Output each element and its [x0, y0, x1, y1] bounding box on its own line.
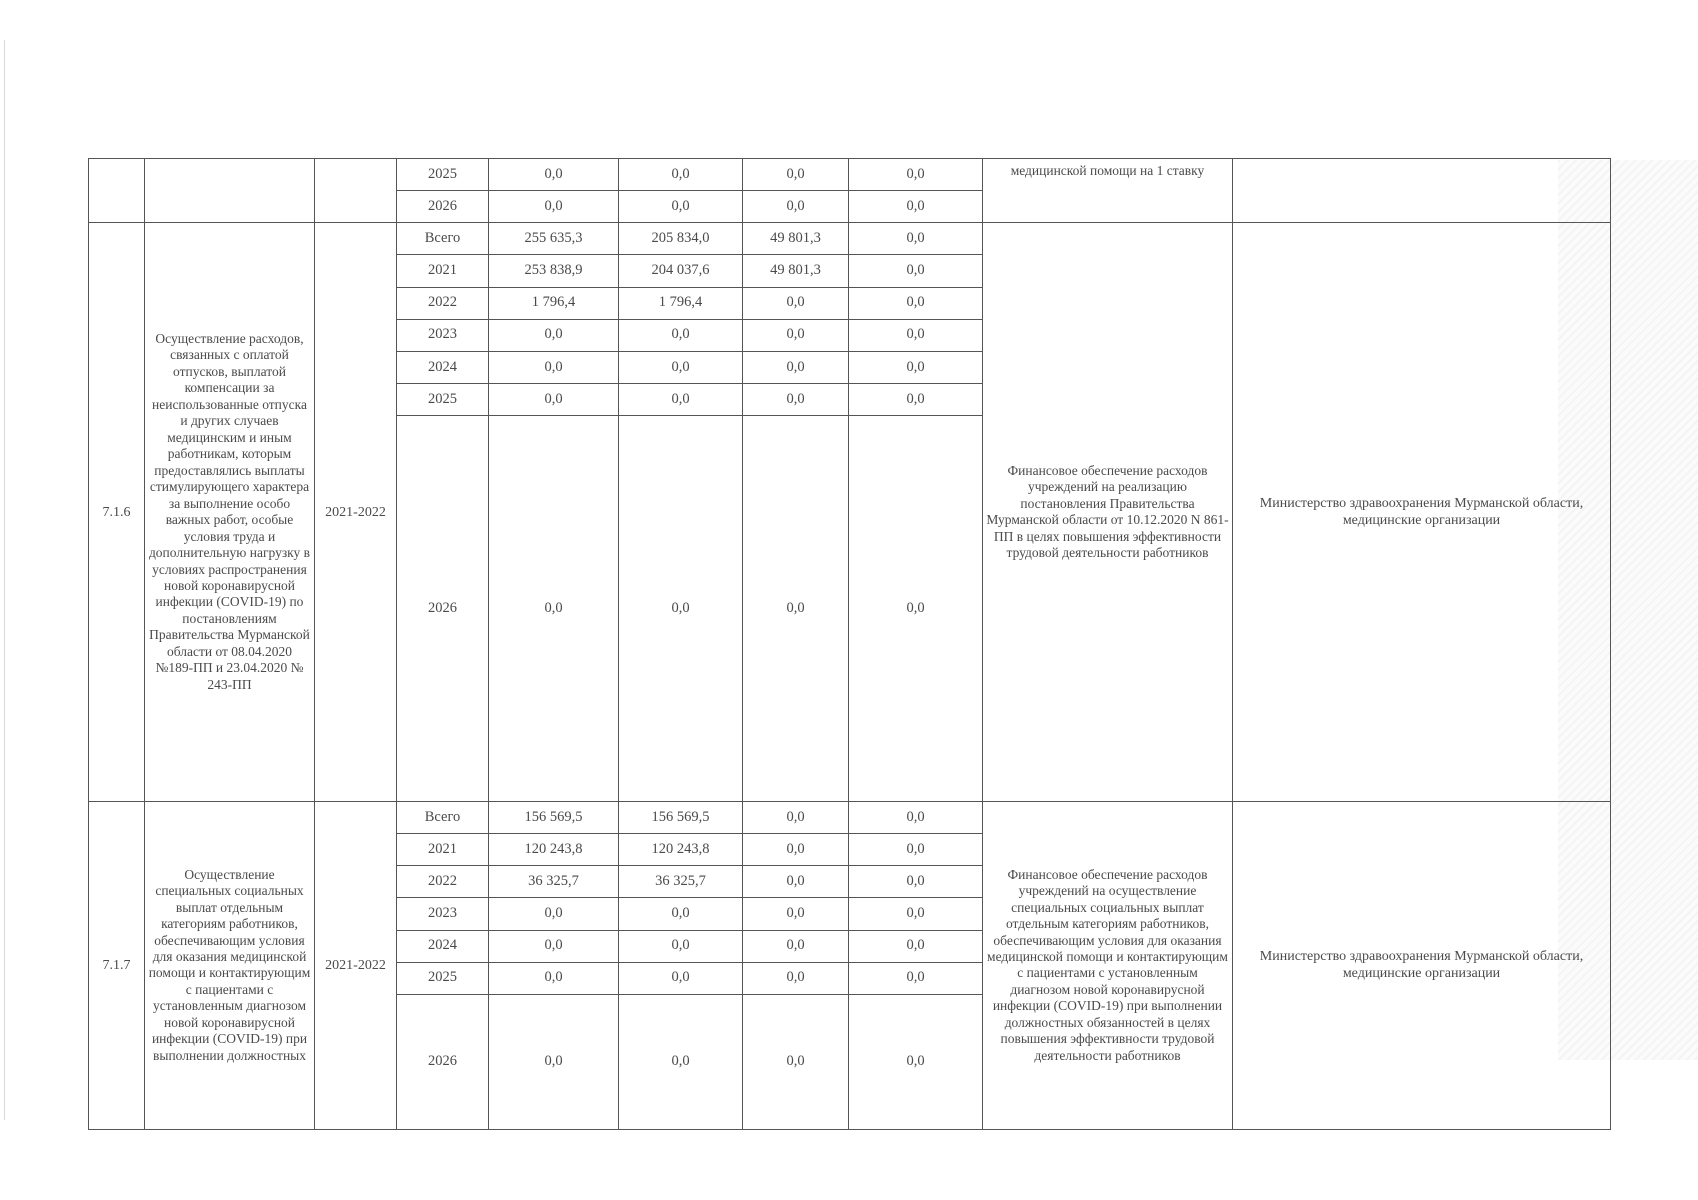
year-cell: 2022: [397, 287, 489, 319]
value-federal-cell: 0,0: [743, 962, 849, 994]
year-cell: 2026: [397, 994, 489, 1129]
value-federal-cell: 49 801,3: [743, 255, 849, 287]
item-name-cell: Осуществление специальных социальных выплат отдельным категориям работников, обеспечивающим условия для оказания медицинской помощи и контактирующим с пациентами с установленным диагнозом новой коронавирусной инфекции (COVID-19) при выполнении должностных: [145, 801, 315, 1129]
item-name-cell: Осуществление расходов, связанных с оплатой отпусков, выплатой компенсации за неиспользованные отпуска и других случаев медицинским и иным работникам, которым предоставлялись выплаты стимулирующего характера за выполнение особо важных работ, особые условия труда и дополнительную нагрузку в условиях распространения новой коронавирусной инфекции (COVID-19) по постановлениям Правительства Мурманской области от 08.04.2020 №189-ПП и 23.04.2020 № 243-ПП: [145, 223, 315, 802]
value-total-cell: 255 635,3: [489, 223, 619, 255]
value-federal-cell: 0,0: [743, 319, 849, 351]
value-other-cell: 0,0: [849, 319, 983, 351]
value-total-cell: 156 569,5: [489, 801, 619, 833]
value-regional-cell: 0,0: [619, 994, 743, 1129]
value-regional-cell: 0,0: [619, 319, 743, 351]
value-other-cell: 0,0: [849, 962, 983, 994]
value-total-cell: 120 243,8: [489, 834, 619, 866]
value-total-cell: 0,0: [489, 898, 619, 930]
value-regional-cell: 1 796,4: [619, 287, 743, 319]
year-cell: 2021: [397, 255, 489, 287]
executor-cell: Министерство здравоохранения Мурманской области, медицинские организации: [1233, 223, 1611, 802]
table-row: [89, 159, 1611, 191]
result-cell: медицинской помощи на 1 ставку: [983, 159, 1233, 223]
value-total-cell: 0,0: [489, 351, 619, 383]
value-regional-cell: 0,0: [619, 191, 743, 223]
value-regional-cell: 0,0: [619, 898, 743, 930]
value-regional-cell: 205 834,0: [619, 223, 743, 255]
value-federal-cell: 0,0: [743, 416, 849, 802]
item-number-cell: 7.1.6: [89, 223, 145, 802]
year-cell: 2024: [397, 351, 489, 383]
year-cell: 2026: [397, 416, 489, 802]
item-name-cell: [145, 159, 315, 223]
value-total-cell: 0,0: [489, 191, 619, 223]
value-federal-cell: 0,0: [743, 191, 849, 223]
executor-cell: [1233, 159, 1611, 223]
value-other-cell: 0,0: [849, 383, 983, 415]
value-other-cell: 0,0: [849, 287, 983, 319]
value-other-cell: 0,0: [849, 191, 983, 223]
value-total-cell: 0,0: [489, 159, 619, 191]
table-row: [89, 801, 1611, 833]
value-regional-cell: 120 243,8: [619, 834, 743, 866]
value-federal-cell: 0,0: [743, 930, 849, 962]
value-other-cell: 0,0: [849, 223, 983, 255]
value-federal-cell: 0,0: [743, 834, 849, 866]
value-federal-cell: 0,0: [743, 994, 849, 1129]
value-total-cell: 0,0: [489, 930, 619, 962]
year-cell: 2025: [397, 159, 489, 191]
value-federal-cell: 0,0: [743, 159, 849, 191]
value-other-cell: 0,0: [849, 994, 983, 1129]
executor-cell: Министерство здравоохранения Мурманской области, медицинские организации: [1233, 801, 1611, 1129]
scan-edge: [4, 40, 5, 1120]
item-period-cell: 2021-2022: [315, 223, 397, 802]
year-cell: 2021: [397, 834, 489, 866]
value-other-cell: 0,0: [849, 159, 983, 191]
value-federal-cell: 49 801,3: [743, 223, 849, 255]
result-cell: Финансовое обеспечение расходов учреждений на осуществление специальных социальных выплат отдельным категориям работников, обеспечивающим условия для оказания медицинской помощи и контактирующим с пациентами с установленным диагнозом новой коронавирусной инфекции (COVID-19) при выполнении должностных обязанностей в целях повышения эффективности трудовой деятельности работников: [983, 801, 1233, 1129]
value-other-cell: 0,0: [849, 255, 983, 287]
year-cell: 2024: [397, 930, 489, 962]
value-federal-cell: 0,0: [743, 383, 849, 415]
value-other-cell: 0,0: [849, 416, 983, 802]
item-period-cell: 2021-2022: [315, 801, 397, 1129]
value-regional-cell: 156 569,5: [619, 801, 743, 833]
value-regional-cell: 0,0: [619, 383, 743, 415]
value-total-cell: 0,0: [489, 994, 619, 1129]
value-total-cell: 0,0: [489, 962, 619, 994]
value-regional-cell: 0,0: [619, 416, 743, 802]
year-cell: 2025: [397, 962, 489, 994]
value-other-cell: 0,0: [849, 866, 983, 898]
year-cell: 2023: [397, 319, 489, 351]
value-regional-cell: 36 325,7: [619, 866, 743, 898]
value-other-cell: 0,0: [849, 801, 983, 833]
value-other-cell: 0,0: [849, 351, 983, 383]
value-regional-cell: 0,0: [619, 930, 743, 962]
value-other-cell: 0,0: [849, 834, 983, 866]
value-total-cell: 0,0: [489, 319, 619, 351]
value-regional-cell: 204 037,6: [619, 255, 743, 287]
value-federal-cell: 0,0: [743, 801, 849, 833]
item-number-cell: 7.1.7: [89, 801, 145, 1129]
value-federal-cell: 0,0: [743, 898, 849, 930]
result-cell: Финансовое обеспечение расходов учреждений на реализацию постановления Правительства Мурманской области от 10.12.2020 N 861-ПП в целях повышения эффективности трудовой деятельности работников: [983, 223, 1233, 802]
value-total-cell: 36 325,7: [489, 866, 619, 898]
value-regional-cell: 0,0: [619, 351, 743, 383]
program-measures-table: [88, 158, 1611, 1130]
year-cell: 2022: [397, 866, 489, 898]
value-other-cell: 0,0: [849, 898, 983, 930]
value-total-cell: 253 838,9: [489, 255, 619, 287]
item-number-cell: [89, 159, 145, 223]
value-federal-cell: 0,0: [743, 287, 849, 319]
year-cell: Всего: [397, 801, 489, 833]
value-regional-cell: 0,0: [619, 159, 743, 191]
value-total-cell: 0,0: [489, 383, 619, 415]
year-cell: 2023: [397, 898, 489, 930]
value-regional-cell: 0,0: [619, 962, 743, 994]
value-other-cell: 0,0: [849, 930, 983, 962]
table-row: [89, 223, 1611, 255]
value-federal-cell: 0,0: [743, 866, 849, 898]
value-total-cell: 0,0: [489, 416, 619, 802]
year-cell: Всего: [397, 223, 489, 255]
year-cell: 2026: [397, 191, 489, 223]
item-period-cell: [315, 159, 397, 223]
value-federal-cell: 0,0: [743, 351, 849, 383]
value-total-cell: 1 796,4: [489, 287, 619, 319]
year-cell: 2025: [397, 383, 489, 415]
